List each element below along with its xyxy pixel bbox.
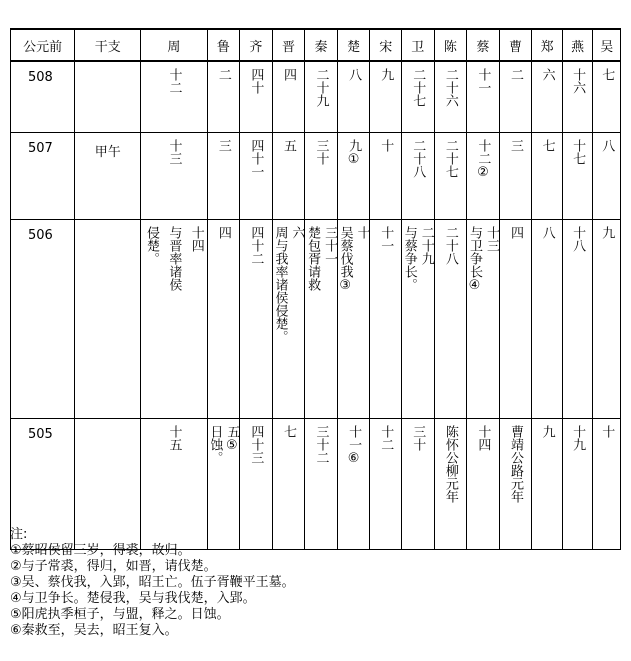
cell-text: 十 (378, 139, 394, 152)
state-cell (141, 133, 207, 220)
state-cell (467, 61, 500, 133)
cell-text: 周与我率诸侯侵楚。 (272, 226, 288, 343)
ganzhi-text: 甲午 (94, 145, 121, 160)
ganzhi-cell (75, 61, 141, 133)
cell-text: 十二 (166, 68, 182, 94)
cell-text: 三十 (410, 425, 426, 451)
state-cell (272, 61, 305, 133)
state-cell (593, 220, 621, 419)
note-4: ④与卫争长。楚侵我，吴与我伐楚，入郢。 (10, 591, 256, 606)
state-cell (562, 419, 593, 550)
year-cell: 505 (11, 419, 75, 550)
year-cell: 508 (11, 61, 75, 133)
column-header: 蔡 (467, 29, 500, 61)
column-header: 曹 (499, 29, 532, 61)
state-cell (305, 61, 338, 133)
state-cell (532, 133, 563, 220)
cell-text: 三 (215, 139, 231, 152)
cell-text: 八 (346, 68, 362, 81)
cell-text: 四十三 (248, 425, 264, 464)
state-cell (337, 419, 370, 550)
cell-text: 二十六 (442, 68, 458, 107)
table-row (11, 220, 621, 419)
state-cell (370, 61, 402, 133)
cell-text: 二 (508, 68, 523, 81)
state-cell (434, 220, 467, 419)
header-row (11, 29, 621, 61)
cell-text: 曹靖公路元年 (508, 425, 523, 503)
state-cell (467, 419, 500, 550)
state-cell (499, 220, 532, 419)
cell-text: 三 (508, 139, 523, 152)
cell-text: 七 (539, 139, 555, 152)
table-row (11, 133, 621, 220)
state-cell (532, 419, 563, 550)
state-cell (272, 220, 305, 419)
state-cell (467, 220, 500, 419)
state-cell (401, 133, 434, 220)
cell-text: 十一⑥ (346, 425, 362, 466)
state-cell (401, 61, 434, 133)
column-header: 周 (141, 29, 207, 61)
ganzhi-cell (75, 133, 141, 220)
state-cell (532, 61, 563, 133)
cell-text: 七 (280, 425, 296, 438)
state-cell (141, 220, 207, 419)
state-cell (499, 61, 532, 133)
state-cell (434, 61, 467, 133)
state-cell (532, 220, 563, 419)
cell-text: 三十 (313, 139, 329, 165)
state-cell (305, 419, 338, 550)
note-6: ⑥秦救至，吴去，昭王复入。 (10, 623, 178, 638)
cell-text: 五⑤ (224, 425, 240, 453)
column-header: 楚 (337, 29, 370, 61)
cell-text: 九 (539, 425, 555, 438)
state-cell (499, 419, 532, 550)
note-1: ①蔡昭侯留三岁，得裘，故归。 (10, 543, 191, 558)
cell-text: 二十八 (442, 226, 458, 265)
table-body (11, 61, 621, 550)
cell-text: 十二 (378, 425, 394, 451)
table-row (11, 61, 621, 133)
column-header: 郑 (532, 29, 563, 61)
cell-text: 三十二 (313, 425, 329, 464)
cell-text: 二 (215, 68, 231, 81)
year-cell: 507 (11, 133, 75, 220)
cell-text: 楚包胥请救 (305, 226, 321, 291)
state-cell (370, 133, 402, 220)
state-cell (240, 61, 273, 133)
column-header: 卫 (401, 29, 434, 61)
cell-text: 九 (599, 226, 615, 239)
cell-text: 四 (215, 226, 231, 239)
state-cell (593, 133, 621, 220)
cell-text: 十一 (378, 226, 394, 252)
cell-text: 二十八 (410, 139, 426, 178)
state-cell (562, 61, 593, 133)
column-header: 齐 (240, 29, 273, 61)
cell-text: 九 (378, 68, 394, 81)
cell-text: 十 (599, 425, 615, 438)
cell-text: 十九 (570, 425, 586, 451)
state-cell (337, 220, 370, 419)
cell-text: 七 (599, 68, 615, 81)
cell-text: 十 (354, 226, 370, 239)
cell-text: 八 (599, 139, 615, 152)
column-header: 公元前 (11, 29, 75, 61)
state-cell (562, 133, 593, 220)
state-cell (305, 133, 338, 220)
column-header: 晋 (272, 29, 305, 61)
state-cell (240, 220, 273, 419)
state-cell (370, 220, 402, 419)
state-cell (370, 419, 402, 550)
column-header: 鲁 (207, 29, 240, 61)
cell-text: 日蚀。 (207, 425, 223, 464)
cell-text: 十八 (570, 226, 586, 252)
cell-text: 四十一 (248, 139, 264, 178)
state-cell (434, 419, 467, 550)
state-cell (499, 133, 532, 220)
state-cell (207, 61, 240, 133)
state-cell (593, 61, 621, 133)
cell-text: 六 (539, 68, 555, 81)
column-header: 燕 (562, 29, 593, 61)
cell-text: 八 (539, 226, 555, 239)
cell-text: 十三 (483, 226, 499, 252)
cell-text: 侵楚。 (144, 226, 160, 265)
notes (10, 527, 295, 639)
state-cell (207, 220, 240, 419)
ganzhi-cell (75, 220, 141, 419)
cell-text: 四十 (248, 68, 264, 94)
cell-text: 十二② (475, 139, 491, 180)
state-cell (207, 133, 240, 220)
cell-text: 六 (289, 226, 305, 239)
cell-text: 三十一 (322, 226, 338, 265)
cell-text: 二十九 (418, 226, 434, 265)
year-cell: 506 (11, 220, 75, 419)
cell-text: 四十二 (248, 226, 264, 265)
cell-text: 与晋率诸侯 (166, 226, 182, 291)
cell-text: 二十七 (410, 68, 426, 107)
cell-text: 四 (508, 226, 523, 239)
cell-text: 九① (346, 139, 362, 167)
note-3: ③吴、蔡伐我，入郢，昭王亡。伍子胥鞭平王墓。 (10, 575, 295, 590)
cell-text: 十五 (166, 425, 182, 451)
column-header: 宋 (370, 29, 402, 61)
notes-heading: 注: (10, 527, 28, 542)
note-2: ②与子常裘，得归，如晋，请伐楚。 (10, 559, 217, 574)
cell-text: 十七 (570, 139, 586, 165)
state-cell (240, 133, 273, 220)
cell-text: 五 (280, 139, 296, 152)
note-5: ⑤阳虎执季桓子，与盟，释之。日蚀。 (10, 607, 230, 622)
state-cell (401, 220, 434, 419)
state-cell (337, 133, 370, 220)
column-header: 陈 (434, 29, 467, 61)
cell-text: 十六 (570, 68, 586, 94)
cell-text: 吴蔡伐我③ (337, 226, 353, 293)
state-cell (467, 133, 500, 220)
cell-text: 与卫争长④ (466, 226, 482, 293)
cell-text: 陈怀公柳元年 (442, 425, 458, 503)
state-cell (434, 133, 467, 220)
column-header: 吴 (593, 29, 621, 61)
state-cell (141, 61, 207, 133)
state-cell (593, 419, 621, 550)
state-cell (305, 220, 338, 419)
state-cell (272, 133, 305, 220)
cell-text: 十四 (475, 425, 491, 451)
cell-text: 二十七 (442, 139, 458, 178)
cell-text: 十三 (166, 139, 182, 165)
chronology-table (10, 28, 621, 550)
state-cell (401, 419, 434, 550)
state-cell (562, 220, 593, 419)
cell-text: 二十九 (313, 68, 329, 107)
column-header: 秦 (305, 29, 338, 61)
state-cell (337, 61, 370, 133)
cell-text: 十一 (475, 68, 491, 94)
column-header: 干支 (75, 29, 141, 61)
cell-text: 与蔡争长。 (401, 226, 417, 291)
cell-text: 十四 (188, 226, 204, 252)
cell-text: 四 (280, 68, 296, 81)
